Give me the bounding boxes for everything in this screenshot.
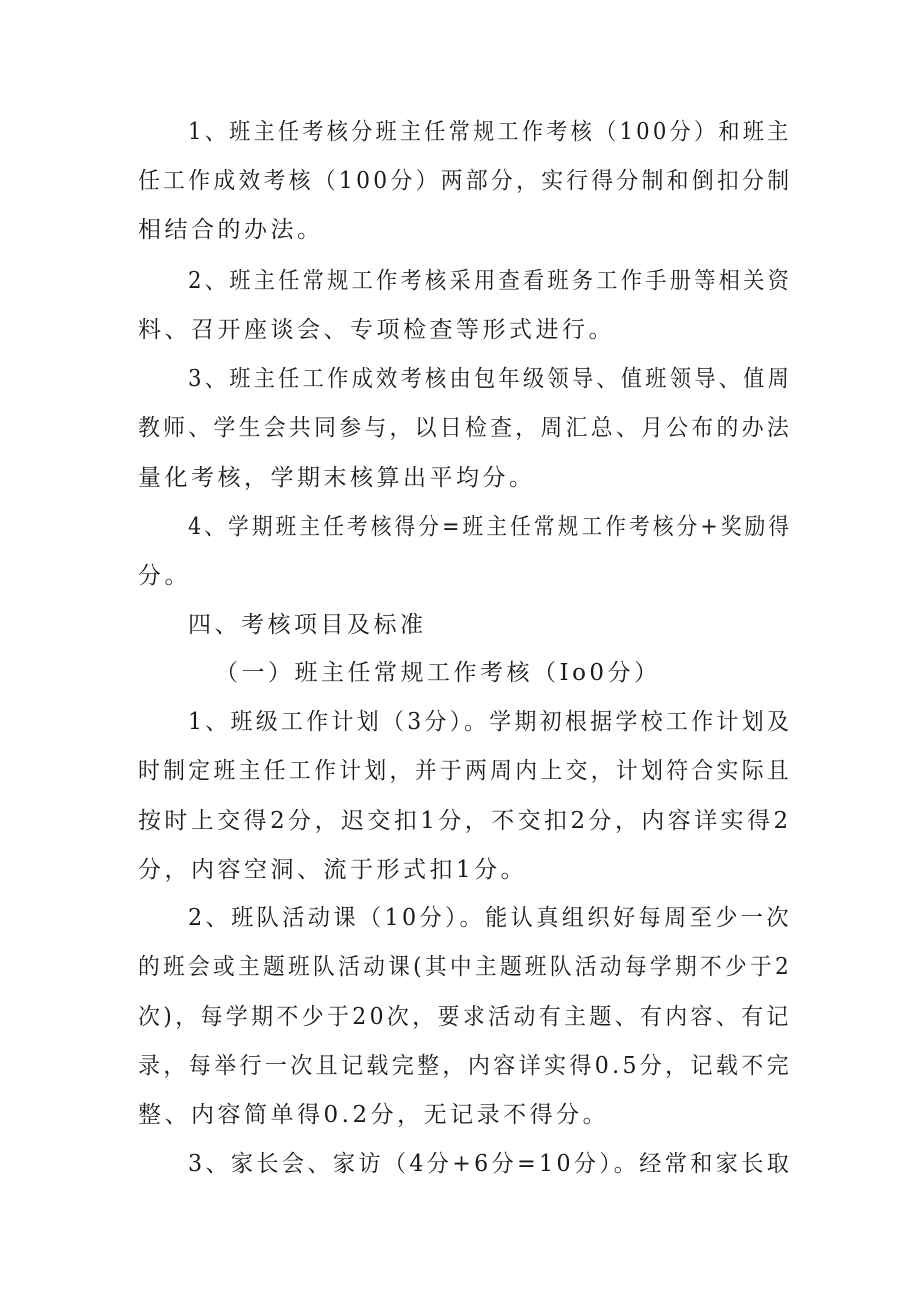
item-1-line-1: 1、班级工作计划（3分）。学期初根据学校工作计划及 — [188, 709, 793, 735]
paragraph-4-line-1: 4、学期班主任考核得分=班主任常规工作考核分+奖励得 — [188, 514, 793, 540]
item-1-line-3: 按时上交得2分，迟交扣1分，不交扣2分，内容详实得2 — [138, 808, 792, 834]
item-2-line-2: 的班会或主题班队活动课(其中主题班队活动每学期不少于2 — [138, 954, 793, 980]
paragraph-4-line-2: 分。 — [138, 563, 191, 589]
paragraph-3-line-3: 量化考核，学期末核算出平均分。 — [138, 465, 536, 491]
paragraph-3-line-2: 教师、学生会共同参与，以日检查，周汇总、月公布的办法 — [138, 415, 792, 441]
item-3-line-1: 3、家长会、家访（4分+6分=10分）。经常和家长取 — [188, 1151, 793, 1177]
item-2-line-1: 2、班队活动课（10分）。能认真组织好每周至少一次 — [188, 905, 792, 931]
item-2-line-5: 整、内容简单得0.2分，无记录不得分。 — [138, 1102, 610, 1128]
paragraph-1-line-1: 1、班主任考核分班主任常规工作考核（100分）和班主 — [188, 119, 792, 145]
item-1-line-4: 分，内容空洞、流于形式扣1分。 — [138, 857, 528, 883]
paragraph-2-line-2: 料、召开座谈会、专项检查等形式进行。 — [138, 317, 615, 343]
paragraph-2-line-1: 2、班主任常规工作考核采用查看班务工作手册等相关资 — [188, 268, 793, 294]
paragraph-1-line-2: 任工作成效考核（100分）两部分，实行得分制和倒扣分制 — [138, 168, 793, 194]
paragraph-1-line-3: 相结合的办法。 — [138, 217, 324, 243]
subsection-heading: （一）班主任常规工作考核（Io0分） — [215, 660, 661, 686]
paragraph-3-line-1: 3、班主任工作成效考核由包年级领导、值班领导、值周 — [188, 366, 793, 392]
item-1-line-2: 时制定班主任工作计划，并于两周内上交，计划符合实际且 — [138, 758, 792, 784]
item-2-line-4: 录，每举行一次且记载完整，内容详实得0.5分，记载不完 — [138, 1053, 793, 1079]
item-2-line-3: 次)，每学期不少于20次，要求活动有主题、有内容、有记 — [138, 1004, 792, 1030]
section-heading: 四、考核项目及标准 — [188, 612, 427, 638]
